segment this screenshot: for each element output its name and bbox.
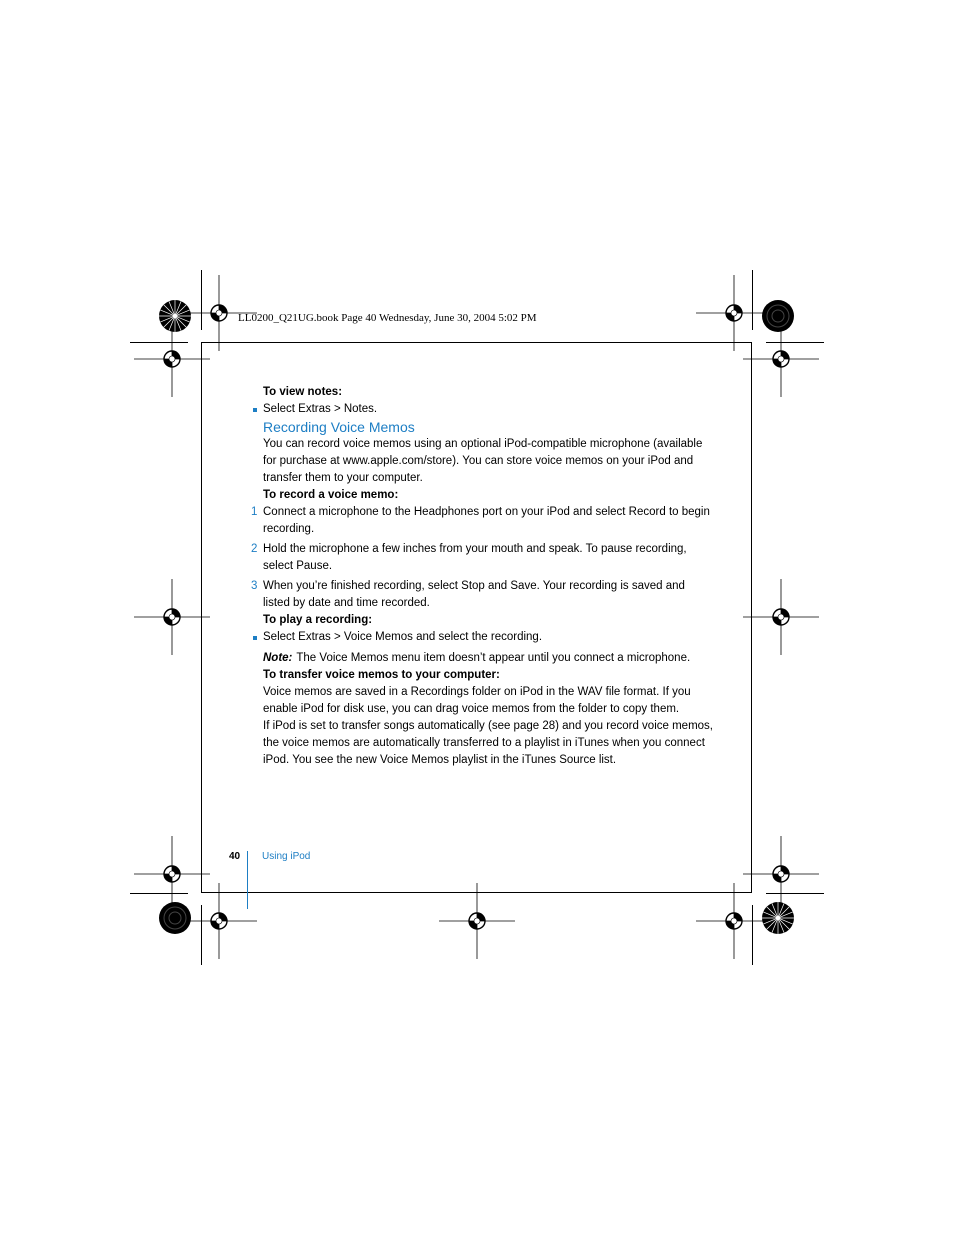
transfer-paragraph-1: Voice memos are saved in a Recordings folder on iPod in the WAV file format. If you enable iPod for disk use, you can drag voice memos from the folder to copy them. — [263, 686, 691, 715]
step-item — [251, 541, 713, 575]
step-number: 3 — [251, 580, 258, 592]
view-notes-heading: To view notes: — [263, 386, 343, 398]
transfer-heading: To transfer voice memos to your computer: — [263, 669, 500, 681]
step-item — [251, 504, 713, 538]
step-item — [251, 578, 713, 612]
step-text: When you’re finished recording, select Stop and Save. Your recording is saved and listed by date and time recorded. — [263, 580, 685, 609]
section-intro: You can record voice memos using an optional iPod-compatible microphone (available for purchase at www.apple.com/store). You can store voice memos on your iPod and transfer them to your computer. — [263, 438, 703, 484]
record-steps — [251, 504, 713, 612]
step-number: 1 — [251, 506, 258, 518]
chapter-label: Using iPod — [262, 851, 311, 862]
note-text: The Voice Memos menu item doesn’t appear until you connect a microphone. — [296, 652, 691, 664]
bullet-icon — [253, 408, 257, 412]
step-text: Hold the microphone a few inches from your mouth and speak. To pause recording, select Pause. — [263, 543, 687, 572]
list-item — [263, 401, 713, 418]
play-heading: To play a recording: — [263, 614, 373, 626]
page-content — [251, 384, 713, 769]
transfer-paragraph-2: If iPod is set to transfer songs automatically (see page 28) and you record voice memos, the voice memos are automatically transferred to a playlist in iTunes when you connect iPod. You see the new Voice Memos playlist in the iTunes Source list. — [263, 720, 713, 766]
note — [263, 650, 713, 667]
play-item: Select Extras > Voice Memos and select the recording. — [263, 631, 543, 643]
note-label: Note: — [263, 652, 293, 664]
step-number: 2 — [251, 543, 258, 555]
view-notes-item: Select Extras > Notes. — [263, 403, 378, 415]
section-title: Recording Voice Memos — [263, 419, 415, 435]
footer-rule — [247, 851, 248, 909]
step-text: Connect a microphone to the Headphones port on your iPod and select Record to begin recording. — [263, 506, 710, 535]
list-item — [263, 629, 713, 646]
page-number: 40 — [229, 851, 241, 862]
slug-line: LL0200_Q21UG.book Page 40 Wednesday, June 30, 2004 5:02 PM — [238, 312, 537, 324]
record-heading: To record a voice memo: — [263, 489, 399, 501]
bullet-icon — [253, 636, 257, 640]
